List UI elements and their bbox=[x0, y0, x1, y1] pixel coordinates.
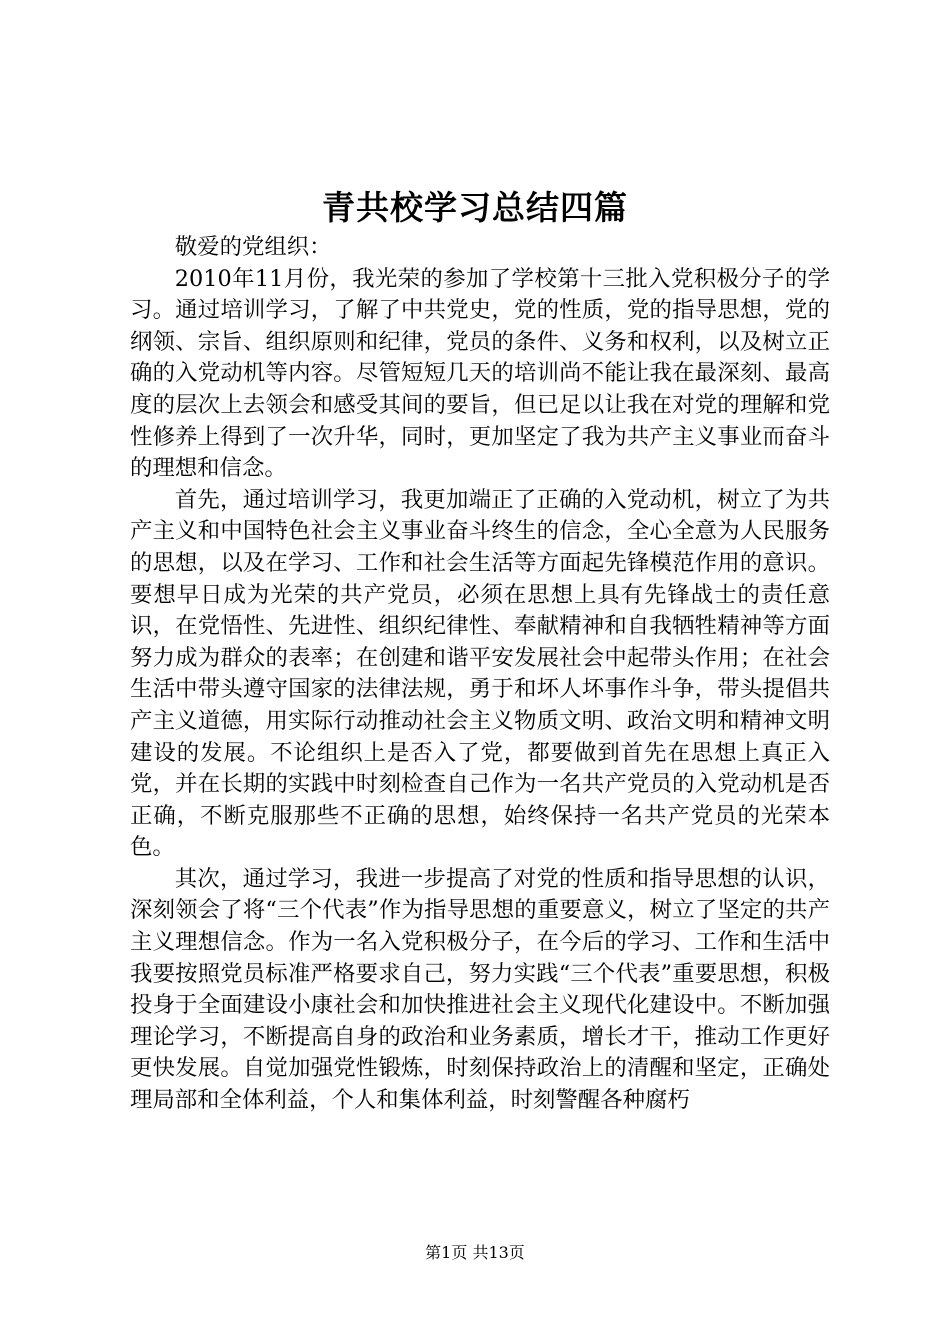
paragraph-2: 首先，通过培训学习，我更加端正了正确的入党动机，树立了为共产主义和中国特色社会主义事业奋斗终生的信念，全心全意为人民服务的思想，以及在学习、工作和社会生活等方面起先锋模范作用的意识。要想早日成为光荣的共产党员，必须在思想上具有先锋战士的责任意识，在党悟性、先进性、组织纪律性、奉献精神和自我牺牲精神等方面努力成为群众的表率；在创建和谐平安发展社会中起带头作用；在社会生活中带头遵守国家的法律法规，勇于和坏人坏事作斗争，带头提倡共产主义道德，用实际行动推动社会主义物质文明、政治文明和精神文明建设的发展。不论组织上是否入了党，都要做到首先在思想上真正入党，并在长期的实践中时刻检查自己作为一名共产党员的入党动机是否正确，不断克服那些不正确的思想，始终保持一名共产党员的光荣本色。 bbox=[130, 486, 830, 861]
document-body bbox=[130, 232, 830, 1117]
paragraph-1: 2010年11月份，我光荣的参加了学校第十三批入党积极分子的学习。通过培训学习，了解了中共党史，党的性质，党的指导思想，党的纲领、宗旨、组织原则和纪律，党员的条件、义务和权利，以及树立正确的入党动机等内容。尽管短短几天的培训尚不能让我在最深刻、最高度的层次上去领会和感受其间的要旨，但已足以让我在对党的理解和党性修养上得到了一次升华，同时，更加坚定了我为共产主义事业而奋斗的理想和信念。 bbox=[130, 265, 830, 482]
page-footer: 第1页 共13页 bbox=[425, 1243, 525, 1262]
document-title: 青共校学习总结四篇 bbox=[322, 188, 628, 227]
salutation: 敬爱的党组织： bbox=[174, 234, 332, 260]
paragraph-3: 其次，通过学习，我进一步提高了对党的性质和指导思想的认识，深刻领会了将“三个代表”作为指导思想的重要意义，树立了坚定的共产主义理想信念。作为一名入党积极分子，在今后的学习、工作和生活中我要按照党员标准严格要求自己，努力实践“三个代表”重要思想，积极投身于全面建设小康社会和加快推进社会主义现代化建设中。不断加强理论学习，不断提高自身的政治和业务素质，增长才干，推动工作更好更快发展。自觉加强党性锻炼，时刻保持政治上的清醒和坚定，正确处理局部和全体利益，个人和集体利益，时刻警醒各种腐朽 bbox=[130, 865, 830, 1114]
